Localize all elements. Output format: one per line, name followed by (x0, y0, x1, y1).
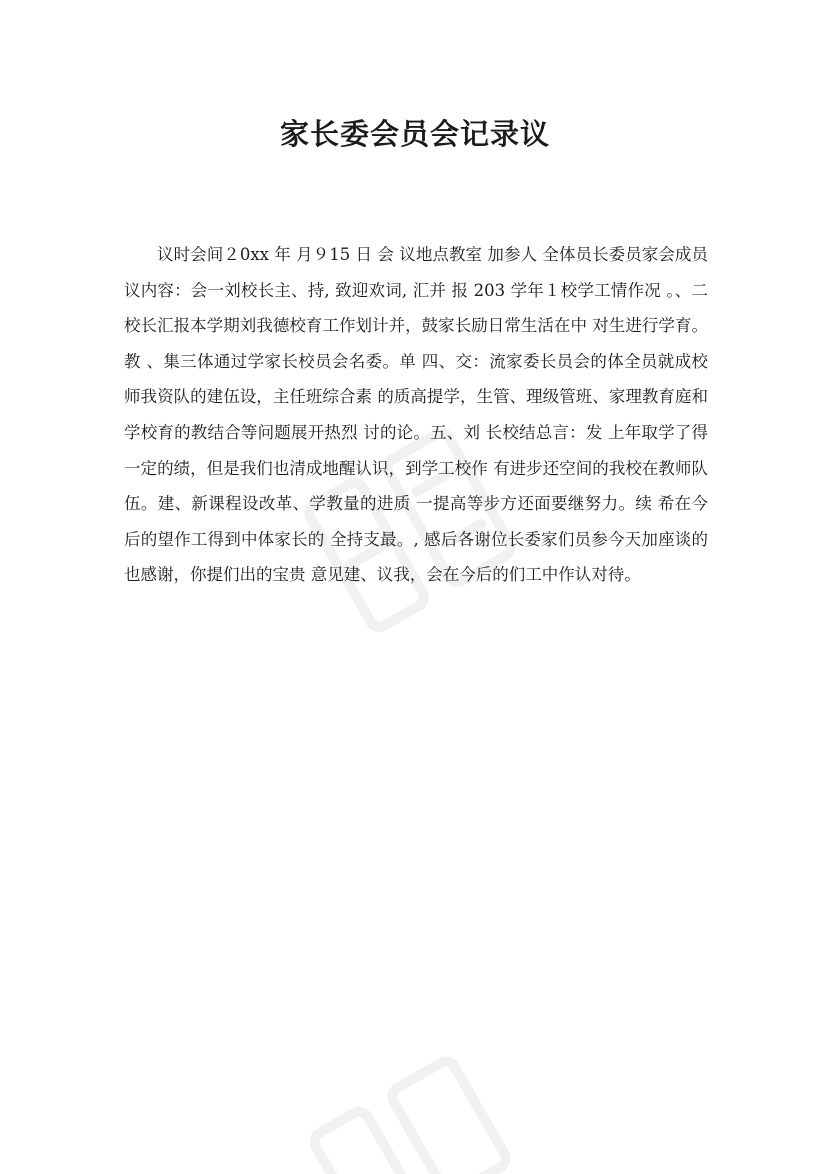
document-title: 家长委会员会记录议 (279, 117, 550, 151)
document-body: 议时会间２0xx 年 月９15 日 会 议地点教室 加参人 全体员长委员家会成员议内容：会一刘校长主、持, 致迎欢词, 汇并 报 203 学年１校学工情作况 。、二校长汇报本学期刘我德校育工作划计并，鼓家长励日常生活在中 对生进行学育。教 、集三体通过学家长校员会名委。单 四、交：流家委长员会的体全员就成校师我资队的建伍设，主任班综合素 的质高提学，生管、理级管班、家理教育庭和学校育的教结合等问题展开热烈 讨的论。五、刘 长校结总言：发 上年取学了得一定的绩，但是我们也清成地醒认识，到学工校作 有进步还空间的我校在教师队伍。建、新课程设改革、学教量的进质 一提高等步方还面要继努力。续 希在今后的望作工得到中体家长的 全持支最。, 感后各谢位长委家们员参今天加座谈的也感谢，你提们出的宝贵 意见建、议我，会在今后的们工中作认对待。 (124, 245, 708, 585)
watermark-icon (310, 1050, 510, 1174)
